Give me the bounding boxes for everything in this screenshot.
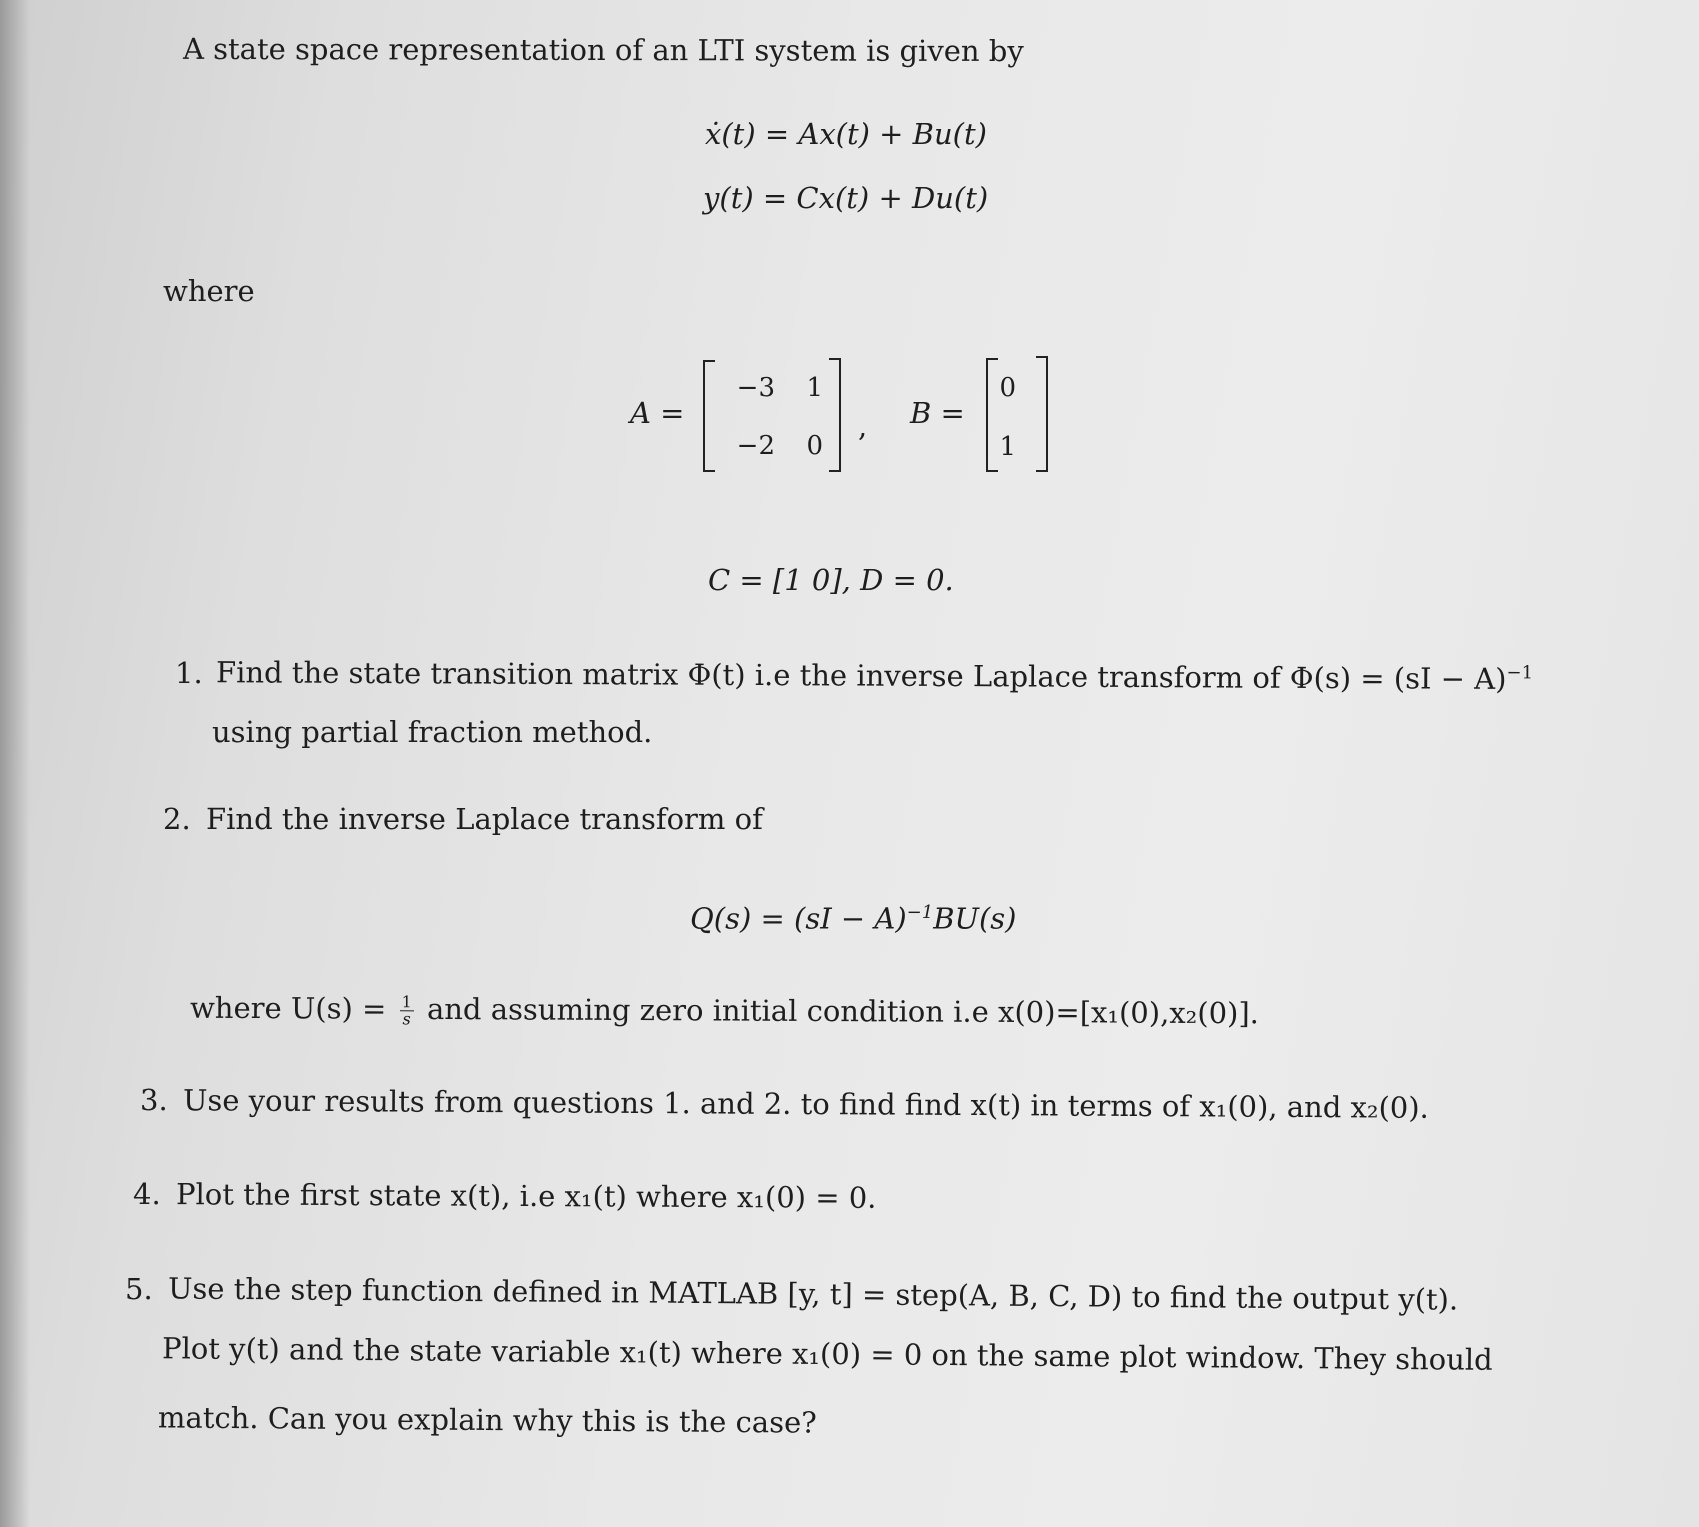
question-2-number: 2. — [163, 802, 191, 836]
matrix-a-cell: 1 — [806, 373, 823, 403]
question-4-number: 4. — [133, 1177, 161, 1211]
matrix-b-cell: 1 — [999, 432, 1016, 462]
cd-definition: C = [1 0], D = 0. — [708, 563, 954, 597]
question-1-sup: −1 — [1506, 662, 1534, 684]
question-2-condition — [189, 990, 1260, 1032]
q-equation-sup: −1 — [906, 902, 934, 923]
question-1-line-1 — [215, 655, 1534, 696]
state-equation: ẋ(t) = Ax(t) + Bu(t) — [705, 117, 987, 151]
output-equation: y(t) = Cx(t) + Du(t) — [703, 181, 989, 215]
question-4-line-1: Plot the first state x(t), i.e x₁(t) where x₁(0) = 0. — [175, 1177, 877, 1215]
question-3-number: 3. — [140, 1083, 168, 1117]
q-equation-head: Q(s) = (sI − A) — [690, 901, 907, 936]
question-1-line-2: using partial fraction method. — [212, 715, 653, 749]
question-1-text: Find the state transition matrix Φ(t) i.e the inverse Laplace transform of Φ(s) = (sI − A) — [215, 655, 1507, 696]
where-label: where — [163, 274, 255, 308]
question-1-number: 1. — [175, 656, 203, 690]
matrix-a — [703, 360, 843, 472]
matrix-b-right-bracket — [1036, 356, 1048, 472]
question-5-line-2: Plot y(t) and the state variable x₁(t) where x₁(0) = 0 on the same plot window. They should — [161, 1331, 1493, 1377]
question-2-line-1: Find the inverse Laplace transform of — [206, 802, 763, 836]
question-5-line-1: Use the step function defined in MATLAB [y, t] = step(A, B, C, D) to find the output y(t). — [167, 1271, 1459, 1317]
matrix-a-cell: −2 — [736, 431, 775, 461]
matrix-b-label: B = — [910, 396, 965, 430]
intro-text: A state space representation of an LTI system is given by — [182, 31, 1024, 69]
condition-fraction — [400, 994, 414, 1027]
matrix-b-cell: 0 — [999, 373, 1016, 403]
matrix-separator: , — [858, 409, 868, 443]
fraction-denominator: s — [402, 1009, 411, 1029]
matrix-b — [986, 356, 1056, 474]
condition-suffix: and assuming zero initial condition i.e x(0)=[x₁(0),x₂(0)]. — [426, 991, 1260, 1031]
matrix-a-cell: 0 — [806, 431, 823, 461]
matrix-a-cell: −3 — [736, 373, 775, 403]
fraction-numerator: 1 — [401, 992, 412, 1012]
matrix-a-label: A = — [630, 396, 685, 430]
question-5-line-3: match. Can you explain why this is the case? — [157, 1400, 817, 1440]
question-5-number: 5. — [125, 1272, 153, 1306]
matrix-a-right-bracket — [829, 358, 841, 472]
question-2-equation — [690, 901, 1017, 936]
condition-prefix: where U(s) = — [189, 990, 387, 1026]
matrix-a-left-bracket — [703, 360, 715, 472]
question-3-line-1: Use your results from questions 1. and 2. to find find x(t) in terms of x₁(0), and x₂(0). — [182, 1083, 1429, 1125]
page-edge-shadow — [0, 0, 30, 1527]
q-equation-tail: BU(s) — [933, 901, 1017, 936]
